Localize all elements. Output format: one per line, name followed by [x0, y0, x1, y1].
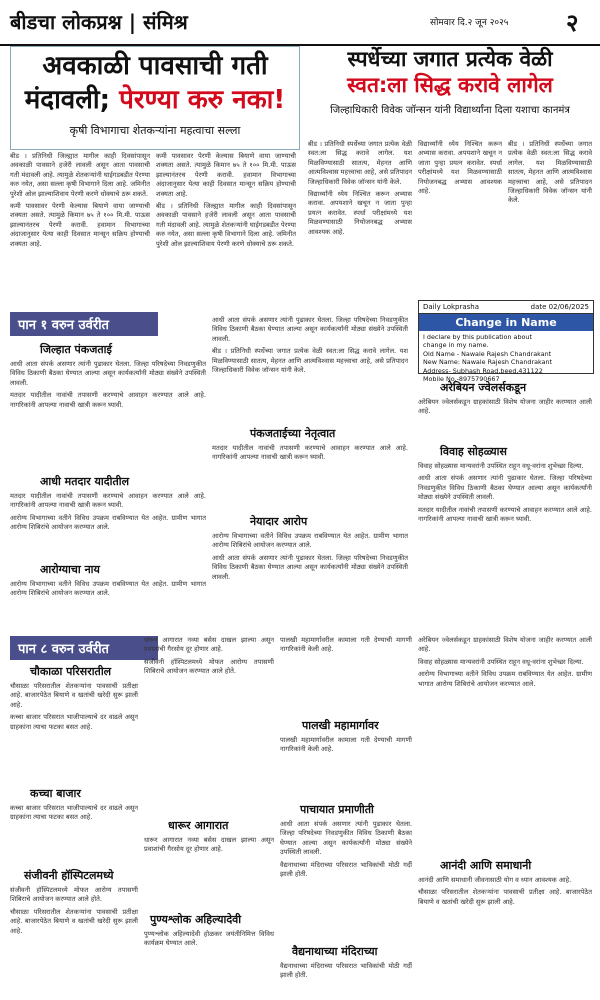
- article-column: [212, 444, 408, 510]
- paragraph: बीड । प्रतिनिधी जिल्ह्यात मागील काही दिवसांपासून अवकाळी पावसाने हजेरी लावली असून आता पावसाची गती मंदावली आहे. त्यामुळे शेतकऱ्यांनी घाईगडबडीत पेरण्या करु नयेत, असा सल्ला कृषी विभागाने दिला आहे. जमिनीत पुरेशी ओल झाल्याशिवाय पेरणी करणे धोक्याचे ठरू शकते.: [156, 202, 296, 248]
- paragraph: आनंदी आणि समाधानी जीवनासाठी योग व ध्यान आवश्यक आहे.: [418, 876, 572, 884]
- headline-line-1: अवकाळी पावसाची गती: [42, 51, 268, 81]
- article-column: [418, 462, 592, 632]
- paragraph: आधी आता संपर्क असणार त्यांनी पुढाकार घेतला. जिल्हा परिषदेच्या निवडणुकीत विविध ठिकाणी बैठका घेण्यात आल्या असून कार्यकर्त्यांनी मोठ्या संख्येने उपस्थिती लावली.: [10, 360, 206, 387]
- section-heading: आरोग्याचा नाय: [40, 563, 100, 576]
- section-heading: आनंदी आणि समाधानी: [440, 859, 532, 872]
- notice-line: change in my name.: [423, 341, 489, 350]
- article-column: [418, 398, 592, 438]
- name-change-notice: [418, 300, 594, 384]
- notice-title: Change in Name: [419, 314, 593, 331]
- continued-banner: पान ८ वरुन उर्वरीत: [10, 636, 158, 660]
- paragraph: आधी आता संपर्क असणार त्यांनी पुढाकार घेतला. जिल्हा परिषदेच्या निवडणुकीत विविध ठिकाणी बैठका घेण्यात आल्या असून कार्यकर्त्यांनी मोठ्या संख्येने उपस्थिती लावली.: [280, 820, 412, 857]
- article-column: [280, 962, 412, 992]
- article-column: [212, 316, 408, 422]
- headline-line-1: स्पर्धेच्या जगात प्रत्येक वेळी: [347, 47, 553, 71]
- notice-line: Mobile No.-8975790667: [423, 375, 500, 384]
- lead-story-collector: [308, 46, 592, 138]
- section-heading: पंकजताईच्या नेतृत्वात: [250, 427, 336, 440]
- paragraph: चौसाळा परिसरातील शेतकऱ्यांना पावसाची प्रतीक्षा आहे. बाजारपेठेत बियाणे व खतांची खरेदी सुरू झाली आहे.: [10, 907, 138, 935]
- paragraph: अरेबियन ज्वेलर्सकडून ग्राहकांसाठी विशेष योजना जाहीर करण्यात आली आहे.: [418, 398, 592, 416]
- section-heading: विवाह सोहळ्यास: [440, 445, 507, 458]
- headline-part-red: पेरण्या करु नका!: [119, 85, 286, 115]
- paragraph: मतदार यादीतील नावांची तपासणी करण्याचे आवाहन करण्यात आले आहे. नागरिकांनी आपल्या नावाची खात्री करून घ्यावी.: [10, 492, 206, 510]
- subheadline: कृषी विभागाचा शेतकऱ्यांना महत्वाचा सल्ला: [69, 124, 241, 137]
- article-column: [508, 140, 592, 298]
- article-column: [308, 140, 412, 300]
- article-column: [144, 930, 274, 992]
- section-heading: चौकाळा परिसरातील: [30, 665, 112, 678]
- masthead-title: बीडचा लोकप्रश्न | संमिश्र: [10, 10, 188, 34]
- paragraph: संजीवनी हॉस्पिटलमध्ये मोफत आरोग्य तपासणी शिबिराचे आयोजन करण्यात आले होते.: [10, 886, 138, 904]
- paragraph: विवाह सोहळ्यास मान्यवरांनी उपस्थित राहून वधू-वरांना शुभेच्छा दिल्या.: [418, 462, 584, 470]
- section-heading: कच्चा बाजार: [30, 787, 81, 800]
- section-heading: नेयादार आरोप: [250, 515, 308, 528]
- paragraph: पालखी महामार्गावरील कामाला गती देण्याची मागणी नागरिकांनी केली आहे.: [280, 736, 412, 754]
- article-column: [280, 636, 412, 714]
- article-column: [280, 820, 412, 940]
- article-column: [10, 360, 206, 470]
- notice-body: [419, 331, 593, 385]
- article-column: [10, 682, 138, 782]
- paragraph: कमी पावसावर पेरणी केल्यास बियाणे वाया जाण्याची शक्यता असते. त्यामुळे किमान ७५ ते १०० मि.मी. पाऊस झाल्यानंतरच पेरणी करावी. हवामान विभागाच्या अंदाजानुसार येत्या काही दिवसात मान्सून सक्रिय होण्याची शक्यता आहे.: [10, 202, 150, 248]
- paragraph: आरोग्य विभागाच्या वतीने विविध उपक्रम राबविण्यात येत आहेत. ग्रामीण भागात आरोग्य शिबिरांचे आयोजन करण्यात आले.: [418, 670, 592, 688]
- paragraph: मतदार यादीतील नावांची तपासणी करण्याचे आवाहन करण्यात आले आहे. नागरिकांनी आपल्या नावाची खात्री करून घ्यावी.: [10, 391, 206, 409]
- continued-banner: पान १ वरुन उर्वरीत: [10, 312, 158, 336]
- article-column: [144, 636, 274, 814]
- article-column: [10, 492, 206, 558]
- article-column: [212, 532, 408, 632]
- section-heading: वैद्यनाथाच्या मंदिराच्या: [292, 945, 378, 958]
- headline-line-2: स्वत:ला सिद्ध करावे लागेल: [347, 73, 553, 97]
- notice-date: date 02/06/2025: [530, 303, 589, 311]
- article-column: [418, 140, 502, 298]
- paragraph: आधी आता संपर्क असणार त्यांनी पुढाकार घेतला. जिल्हा परिषदेच्या निवडणुकीत विविध ठिकाणी बैठका घेण्यात आल्या असून कार्यकर्त्यांनी मोठ्या संख्येने उपस्थिती लावली.: [212, 316, 408, 343]
- paragraph: आधी आता संपर्क असणार त्यांनी पुढाकार घेतला. जिल्हा परिषदेच्या निवडणुकीत विविध ठिकाणी बैठका घेण्यात आल्या असून कार्यकर्त्यांनी मोठ्या संख्येने उपस्थिती लावली.: [212, 553, 408, 581]
- paragraph: कमी पावसावर पेरणी केल्यास बियाणे वाया जाण्याची शक्यता असते. त्यामुळे किमान ७५ ते १०० मि.मी. पाऊस झाल्यानंतरच पेरणी करावी. हवामान विभागाच्या अंदाजानुसार येत्या काही दिवसात मान्सून सक्रिय होण्याची शक्यता आहे.: [156, 152, 296, 198]
- masthead: [0, 0, 600, 46]
- paragraph: बीड । प्रतिनिधी जिल्ह्यात मागील काही दिवसांपासून अवकाळी पावसाने हजेरी लावली असून आता पावसाची गती मंदावली आहे. त्यामुळे शेतकऱ्यांनी घाईगडबडीत पेरण्या करु नयेत, असा सल्ला कृषी विभागाने दिला आहे. जमिनीत पुरेशी ओल झाल्याशिवाय पेरणी करणे धोक्याचे ठरू शकते.: [10, 152, 150, 198]
- section-heading: पालखी महामार्गावर: [302, 719, 379, 732]
- paragraph: कच्चा बाजार परिसरात भाजीपाल्याचे दर वाढले असून ग्राहकांना त्याचा फटका बसत आहे.: [10, 804, 138, 822]
- notice-line: Address- Subhash Road,beed,431122: [423, 366, 543, 375]
- notice-line: Old Name - Nawale Rajesh Chandrakant: [423, 349, 552, 358]
- notice-line: New Name: Nawale Rajesh Chandrakant: [423, 358, 553, 367]
- paragraph: पुण्यश्लोक अहिल्यादेवी होळकर जयंतीनिमित्त विविध कार्यक्रम घेण्यात आले.: [144, 930, 274, 948]
- paragraph: बीड । प्रतिनिधी स्पर्धेच्या जगात प्रत्येक वेळी स्वत:ला सिद्ध करावे लागेल. यश मिळविण्यासाठी सातत्य, मेहनत आणि आत्मविश्वास महत्त्वाचा आहे, असे प्रतिपादन जिल्हाधिकारी विवेक जॉन्सन यांनी केले.: [212, 347, 408, 375]
- lead-story-monsoon: [10, 46, 300, 150]
- article-column: [418, 876, 592, 992]
- paragraph: मतदार यादीतील नावांची तपासणी करण्याचे आवाहन करण्यात आले आहे. नागरिकांनी आपल्या नावाची खात्री करून घ्यावी.: [212, 444, 408, 462]
- subheadline: जिल्हाधिकारी विवेक जॉन्सन यांनी विद्यार्थ्यांना दिला यशाचा कानमंत्र: [330, 105, 570, 116]
- headline-part-black: मंदावली;: [24, 85, 120, 115]
- paragraph: अरेबियन ज्वेलर्सकडून ग्राहकांसाठी विशेष योजना जाहीर करण्यात आली आहे.: [418, 636, 592, 654]
- paragraph: चौसाळा परिसरातील शेतकऱ्यांना पावसाची प्रतीक्षा आहे. बाजारपेठेत बियाणे व खतांची खरेदी सुरू झाली आहे.: [418, 888, 592, 906]
- paragraph: आरोग्य विभागाच्या वतीने विविध उपक्रम राबविण्यात येत आहेत. ग्रामीण भागात आरोग्य शिबिरांचे आयोजन करण्यात आले.: [10, 580, 206, 598]
- section-heading: जिल्हात पंकजताई: [40, 343, 112, 356]
- section-heading: आधी मतदार यादीतील: [40, 475, 130, 488]
- article-column: [10, 580, 206, 630]
- paragraph: संजीवनी हॉस्पिटलमध्ये मोफत आरोग्य तपासणी शिबिराचे आयोजन करण्यात आले होते.: [144, 657, 274, 676]
- paragraph: कच्चा बाजार परिसरात भाजीपाल्याचे दर वाढले असून ग्राहकांना त्याचा फटका बसत आहे.: [10, 713, 138, 731]
- paragraph: चौसाळा परिसरातील शेतकऱ्यांना पावसाची प्रतीक्षा आहे. बाजारपेठेत बियाणे व खतांची खरेदी सुरू झाली आहे.: [10, 682, 138, 709]
- section-heading: संजीवनी हॉस्पिटलमध्ये: [24, 869, 114, 882]
- paragraph: पालखी महामार्गावरील कामाला गती देण्याची मागणी नागरिकांनी केली आहे.: [280, 636, 412, 654]
- article-column: [10, 804, 138, 864]
- paragraph: आधी आता संपर्क असणार त्यांनी पुढाकार घेतला. जिल्हा परिषदेच्या निवडणुकीत विविध ठिकाणी बैठका घेण्यात आल्या असून कार्यकर्त्यांनी मोठ्या संख्येने उपस्थिती लावली.: [418, 474, 592, 502]
- paragraph: आरोग्य विभागाच्या वतीने विविध उपक्रम राबविण्यात येत आहेत. ग्रामीण भागात आरोग्य शिबिरांचे आयोजन करण्यात आले.: [212, 532, 408, 550]
- paragraph: बीड । प्रतिनिधी स्पर्धेच्या जगात प्रत्येक वेळी स्वत:ला सिद्ध करावे लागेल. यश मिळविण्यासाठी सातत्य, मेहनत आणि आत्मविश्वास महत्त्वाचा आहे, असे प्रतिपादन जिल्हाधिकारी विवेक जॉन्सन यांनी केले.: [308, 140, 412, 186]
- article-column: [418, 636, 592, 854]
- paragraph: विद्यार्थ्यांनी ध्येय निश्चित करून अभ्यास करावा. अपयशाने खचून न जाता पुन्हा प्रयत्न करावेत. स्पर्धा परीक्षांमध्ये यश मिळवण्यासाठी नियोजनबद्ध अभ्यास आवश्यक आहे.: [308, 190, 412, 236]
- article-column: [156, 152, 296, 302]
- paragraph: विद्यार्थ्यांनी ध्येय निश्चित करून अभ्यास करावा. अपयशाने खचून न जाता पुन्हा प्रयत्न करावेत. स्पर्धा परीक्षांमध्ये यश मिळवण्यासाठी नियोजनबद्ध अभ्यास आवश्यक आहे.: [418, 140, 502, 196]
- paragraph: धारूर आगारात नव्या बसेस दाखल झाल्या असून प्रवाशांची गैरसोय दूर होणार आहे.: [144, 836, 274, 854]
- paragraph: विवाह सोहळ्यास मान्यवरांनी उपस्थित राहून वधू-वरांना शुभेच्छा दिल्या.: [418, 657, 584, 666]
- article-column: [280, 736, 412, 798]
- paragraph: मतदार यादीतील नावांची तपासणी करण्याचे आवाहन करण्यात आले आहे. नागरिकांनी आपल्या नावाची खात्री करून घ्यावी.: [418, 505, 592, 524]
- section-heading: अरेबियन ज्वेलर्सकडून: [440, 381, 527, 394]
- article-column: [10, 886, 138, 992]
- paragraph: धारूर आगारात नव्या बसेस दाखल झाल्या असून प्रवाशांची गैरसोय दूर होणार आहे.: [144, 636, 274, 654]
- paragraph: आरोग्य विभागाच्या वतीने विविध उपक्रम राबविण्यात येत आहेत. ग्रामीण भागात आरोग्य शिबिरांचे आयोजन करण्यात आले.: [10, 513, 206, 532]
- page-number: २: [566, 9, 579, 37]
- paragraph: वैद्यनाथाच्या मंदिराच्या परिसरात भाविकांची मोठी गर्दी झाली होती.: [280, 962, 412, 980]
- section-heading: पाचायात प्रमाणीती: [300, 803, 374, 816]
- section-heading: पुण्यश्लोक अहिल्यादेवी: [150, 913, 242, 926]
- notice-line: I declare by this publication about: [423, 333, 532, 341]
- notice-source: Daily Lokprasha: [423, 303, 480, 311]
- headline-line-2: [15, 85, 295, 115]
- paragraph: बीड । प्रतिनिधी स्पर्धेच्या जगात प्रत्येक वेळी स्वत:ला सिद्ध करावे लागेल. यश मिळविण्यासाठी सातत्य, मेहनत आणि आत्मविश्वास महत्त्वाचा आहे, असे प्रतिपादन जिल्हाधिकारी विवेक जॉन्सन यांनी केले.: [508, 140, 592, 205]
- issue-date: सोमवार दि.२ जून २०२५: [430, 18, 509, 28]
- article-column: [144, 836, 274, 908]
- paragraph: वैद्यनाथाच्या मंदिराच्या परिसरात भाविकांची मोठी गर्दी झाली होती.: [280, 860, 412, 879]
- article-column: [10, 152, 150, 302]
- section-heading: धारूर आगारात: [168, 819, 229, 832]
